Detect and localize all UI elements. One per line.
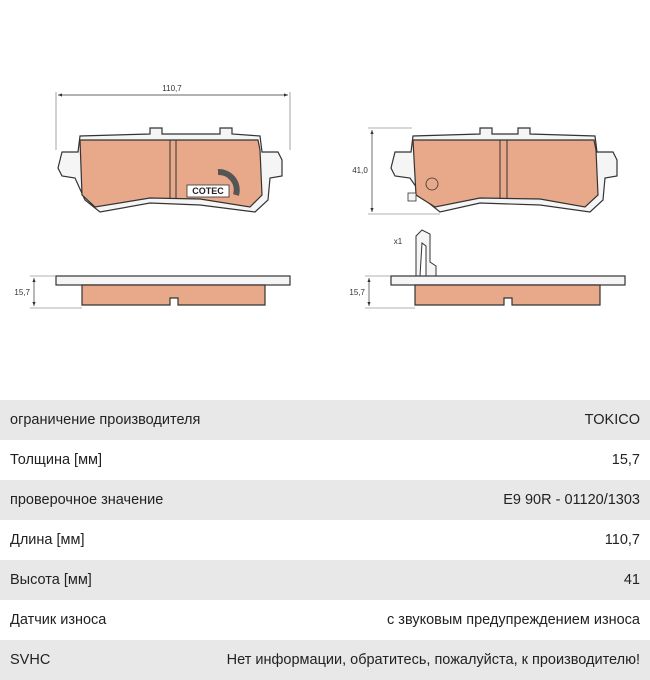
friction-pad-left [80,140,262,207]
spec-row-test-value [0,480,650,520]
spec-value: 15,7 [611,452,640,468]
spec-row-height [0,560,650,600]
spec-row-manufacturer-restriction [0,400,650,440]
spec-value: E9 90R - 01120/1303 [503,492,640,508]
spec-label: ограничение производителя [10,412,201,428]
dimension-length-label: 110,7 [162,84,182,93]
spec-value: TOKICO [584,412,640,428]
friction-side-left [82,285,265,305]
spec-value: 41 [623,572,640,588]
pad-front-view-left [58,128,282,212]
wear-sensor-clip [416,230,436,278]
sensor-count-label: x1 [393,237,403,246]
dimension-thickness-left-label: 15,7 [14,288,30,297]
spec-label: Длина [мм] [10,532,85,548]
pad-side-view-left [14,276,290,308]
spec-row-thickness [0,440,650,480]
spec-value: 110,7 [604,532,640,548]
spec-label: Датчик износа [10,612,107,628]
cotec-logo-text: COTEC [192,186,224,196]
spec-value: с звуковым предупреждением износа [387,612,640,628]
spec-label: Толщина [мм] [10,452,103,468]
spec-value: Нет информации, обратитесь, пожалуйста, к производителю! [226,652,640,668]
spec-label: проверочное значение [10,492,164,508]
spec-row-svhc [0,640,650,680]
spec-row-length [0,520,650,560]
friction-pad-right [413,140,598,207]
spec-label: Высота [мм] [10,572,92,588]
pad-front-view-right [391,128,617,212]
specification-table [0,400,650,680]
friction-side-right [415,285,600,305]
dimension-height-label: 41,0 [352,166,368,175]
dimension-thickness-right-label: 15,7 [349,288,365,297]
pad-side-view-right [349,230,625,308]
spec-row-wear-sensor [0,600,650,640]
spec-label: SVHC [10,652,51,668]
